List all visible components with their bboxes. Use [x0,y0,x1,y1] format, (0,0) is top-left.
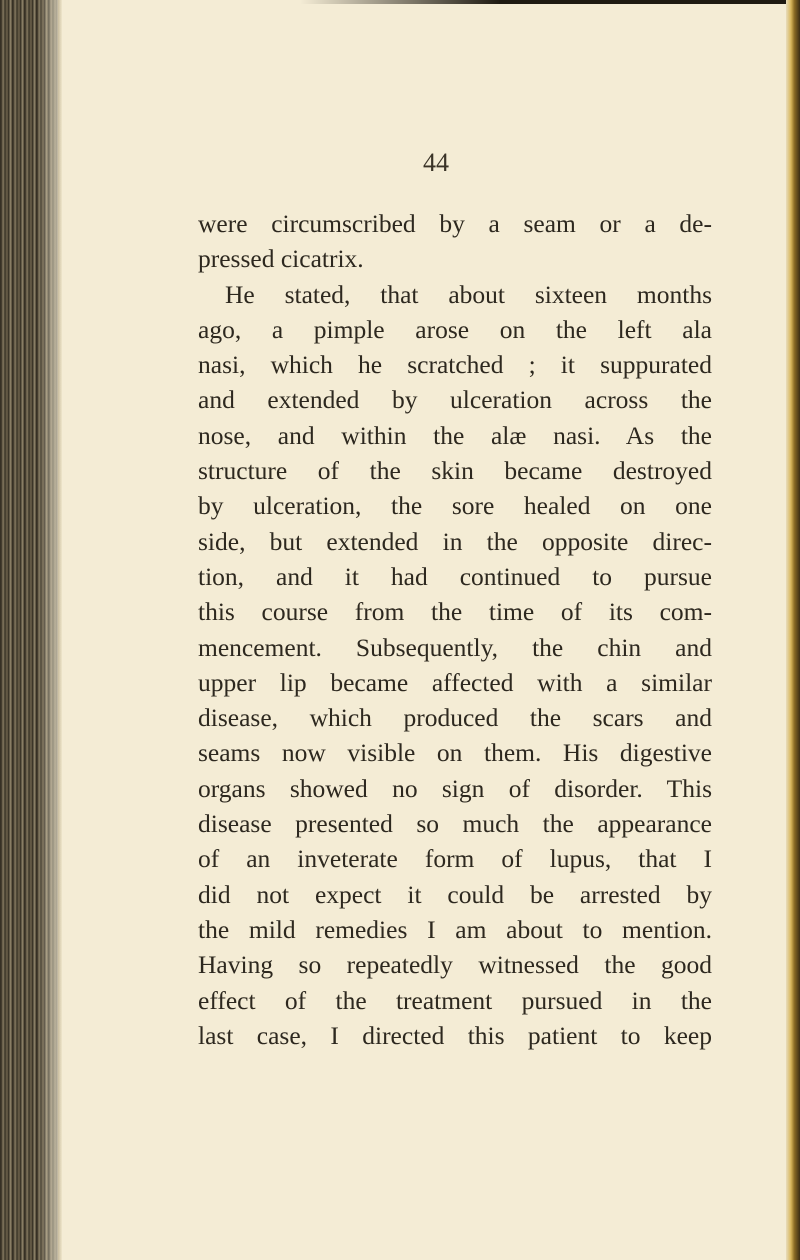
text-line: and extended by ulceration across the [198,385,712,415]
text-line: He stated, that about sixteen months [225,279,712,309]
text-line: disease presented so much the appearance [198,809,712,839]
text-line: pressed cicatrix. [198,244,364,274]
text-line: nose, and within the alæ nasi. As the [198,420,712,450]
text-line: nasi, which he scratched ; it suppurated [198,350,712,380]
text-line: Having so repeatedly witnessed the good [198,950,712,980]
text-line: this course from the time of its com- [198,597,712,627]
text-line: last case, I directed this patient to keep [198,1020,712,1050]
text-line: the mild remedies I am about to mention. [198,914,712,944]
body-text [198,206,712,1053]
text-line: of an inveterate form of lupus, that I [198,844,712,874]
right-page-edge [786,0,800,1260]
text-line: were circumscribed by a seam or a de- [198,209,712,238]
text-line: did not expect it could be arrested by [198,879,712,909]
gutter-edge [58,0,62,1260]
text-line: side, but extended in the opposite direc- [198,526,712,556]
text-line: organs showed no sign of disorder. This [198,773,712,803]
text-line: effect of the treatment pursued in the [198,985,712,1015]
text-line: mencement. Subsequently, the chin and [198,632,712,662]
text-line: upper lip became affected with a similar [198,667,712,697]
text-line: seams now visible on them. His digestive [198,738,712,768]
text-line: tion, and it had continued to pursue [198,561,712,591]
text-line: disease, which produced the scars and [198,703,712,733]
text-line: by ulceration, the sore healed on one [198,491,712,521]
gutter-shadow [38,0,68,1260]
page-number: 44 [423,148,449,177]
text-line: structure of the skin became destroyed [198,456,712,486]
text-line: ago, a pimple arose on the left ala [198,314,712,344]
top-page-edge [300,0,800,4]
